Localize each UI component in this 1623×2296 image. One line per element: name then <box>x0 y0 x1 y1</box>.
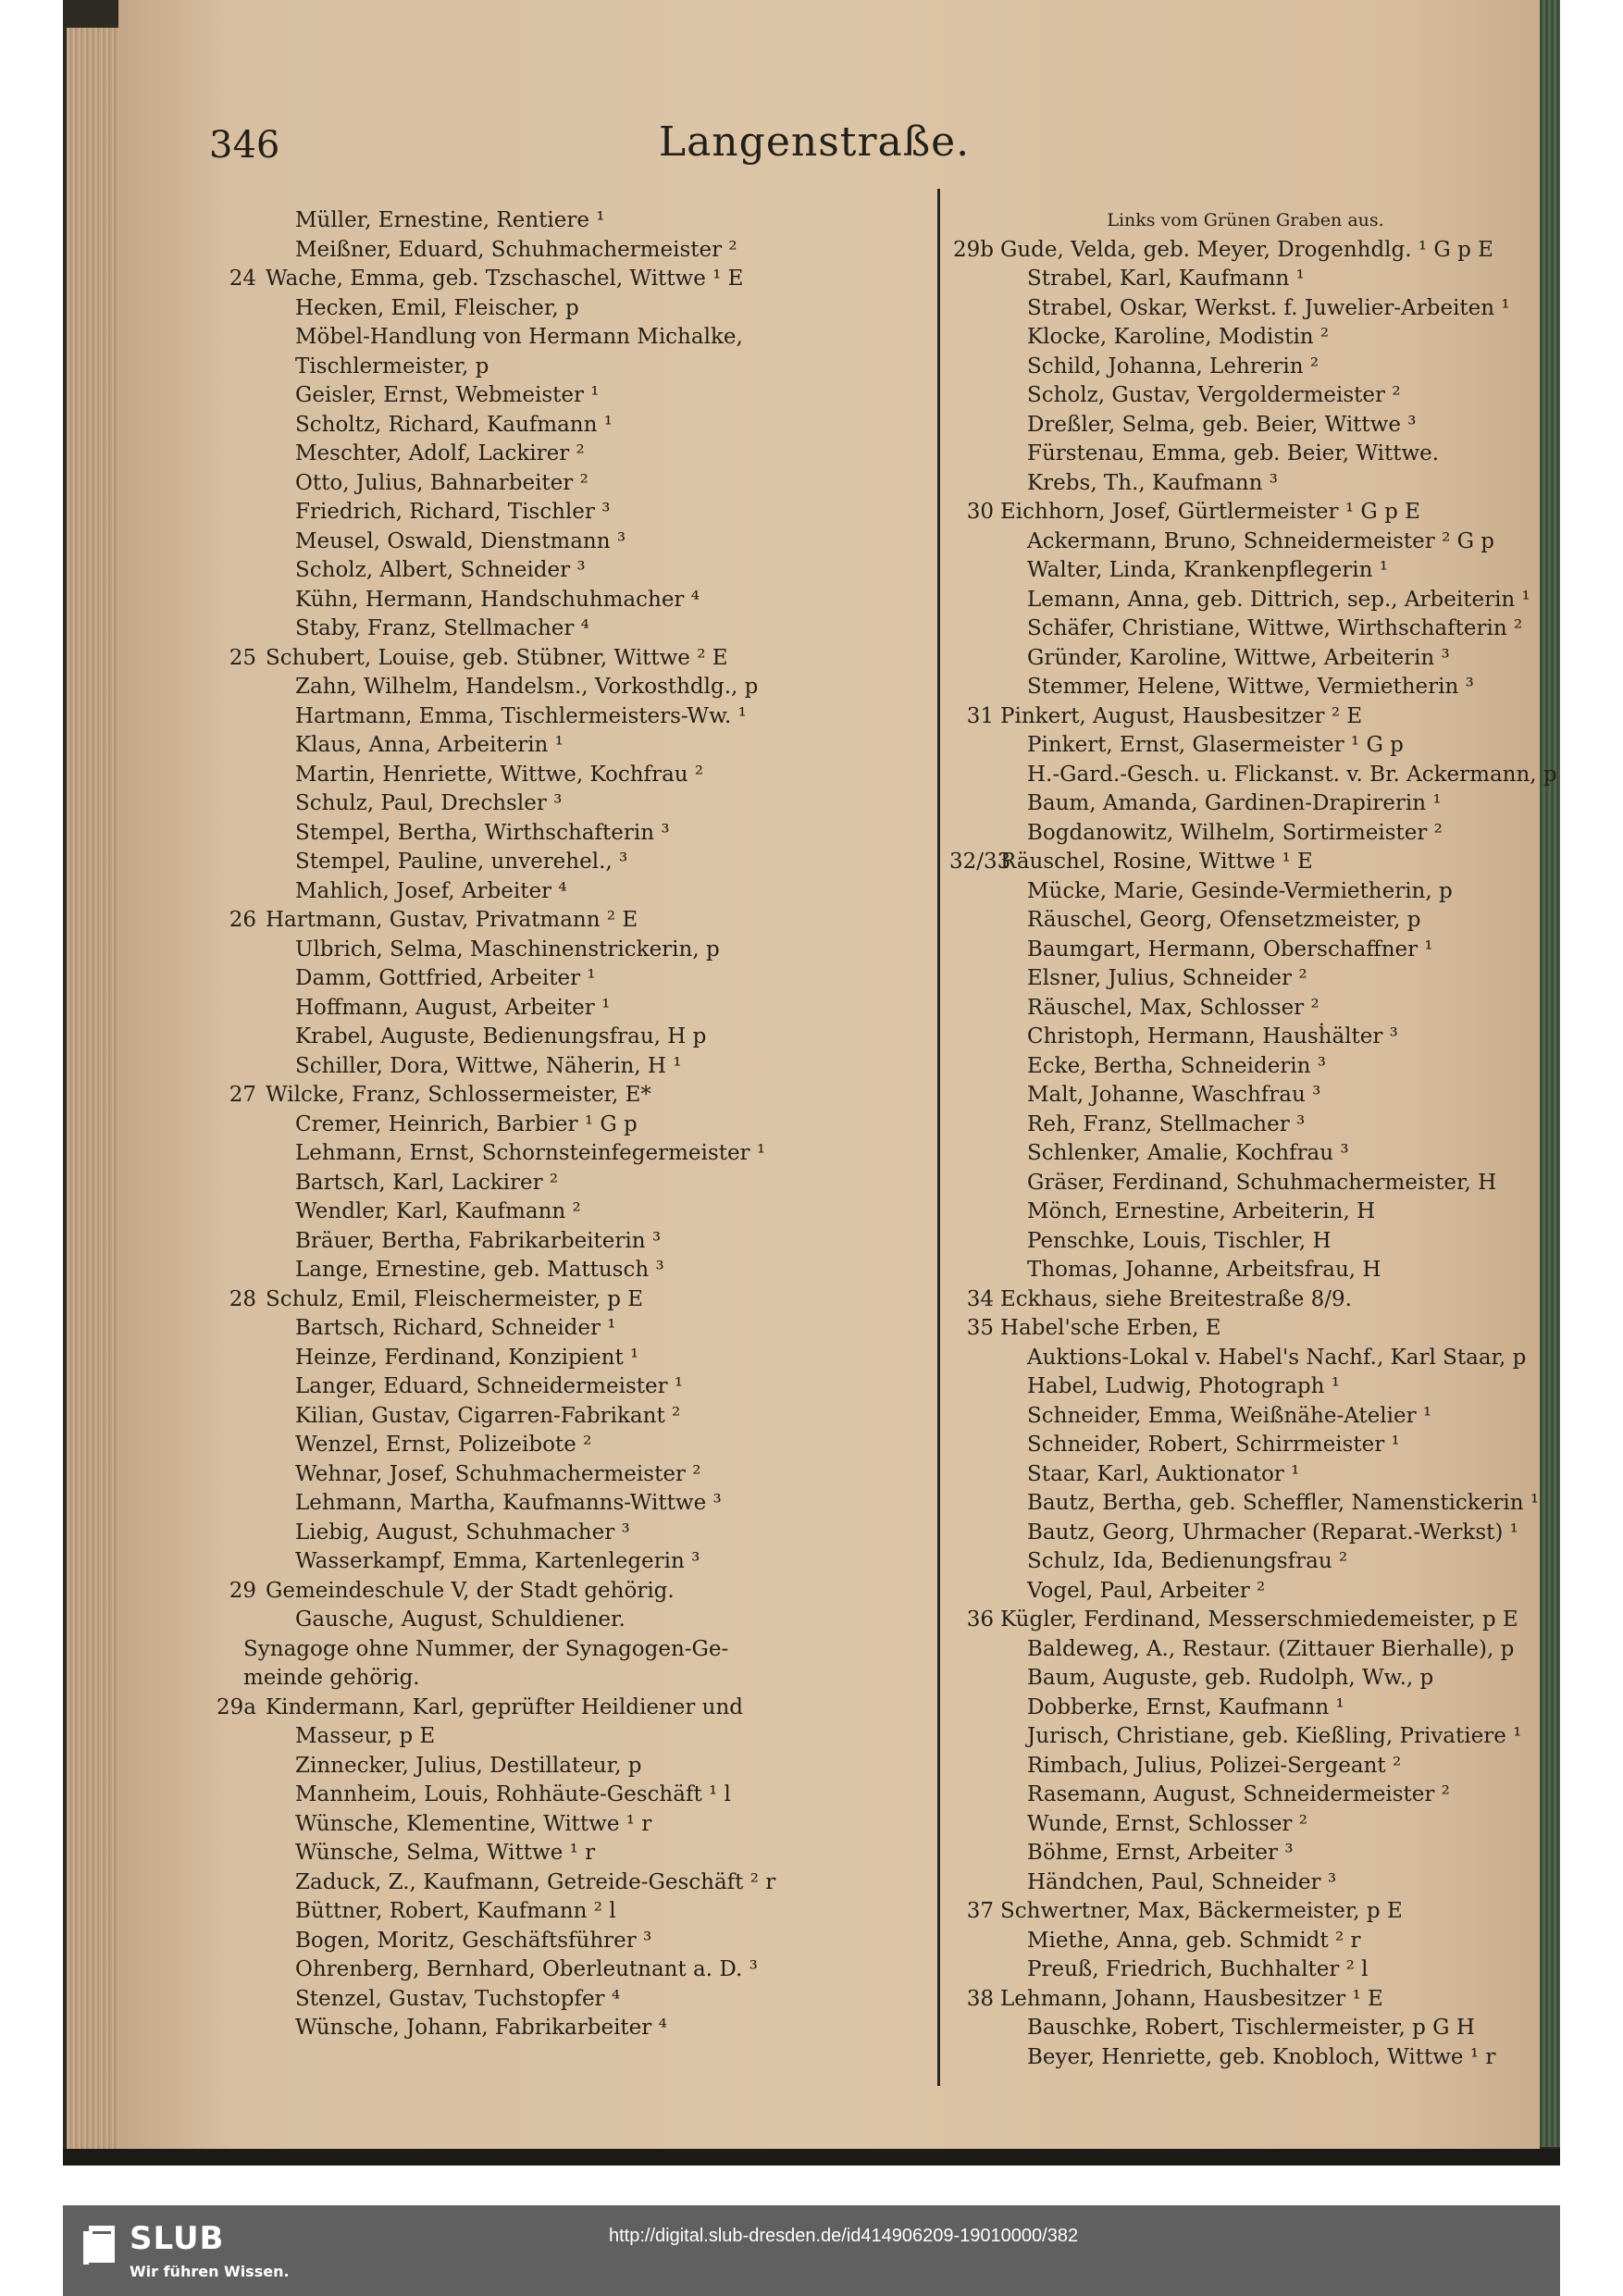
entry-text: Gausche, August, Schuldiener. <box>295 1607 626 1632</box>
entry-text: Auktions-Lokal v. Habel's Nachf., Karl Staar, p <box>1027 1345 1527 1370</box>
house-number: 29a <box>217 1694 256 1719</box>
directory-entry <box>199 2014 930 2043</box>
directory-entry <box>199 353 930 382</box>
directory-entry <box>949 1781 1542 1810</box>
directory-entry <box>949 1606 1542 1635</box>
book-bottom-edge <box>63 2149 1560 2166</box>
entry-text: Gude, Velda, geb. Meyer, Drogenhdlg. ¹ G p E <box>1000 237 1493 262</box>
entry-text: Schulz, Emil, Fleischermeister, p E <box>266 1286 644 1311</box>
directory-entry <box>949 1081 1542 1111</box>
entry-text: Baumgart, Hermann, Oberschaffner ¹ <box>1027 937 1433 962</box>
entry-text: Pinkert, Ernst, Glasermeister ¹ G p <box>1027 733 1404 757</box>
directory-entry <box>199 877 930 907</box>
entry-text: Christoph, Hermann, Hausḣälter ³ <box>1027 1024 1398 1049</box>
entry-text: Hecken, Emil, Fleischer, p <box>295 295 579 320</box>
entry-text: Meißner, Eduard, Schuhmachermeister ² <box>295 237 737 262</box>
directory-entry <box>949 1635 1542 1665</box>
directory-entry <box>949 964 1542 994</box>
entry-text: Schneider, Emma, Weißnähe-Atelier ¹ <box>1027 1403 1432 1428</box>
directory-entry <box>949 498 1542 527</box>
entry-text: Lehmann, Ernst, Schornsteinfegermeister ¹ <box>295 1141 766 1165</box>
entry-text: Liebig, August, Schuhmacher ³ <box>295 1520 630 1545</box>
directory-entry <box>949 848 1542 877</box>
house-number: 32/33 <box>949 850 1011 874</box>
page-number: 346 <box>209 124 280 167</box>
directory-entry <box>199 1606 930 1635</box>
entry-text: Lange, Ernestine, geb. Mattusch ³ <box>295 1258 664 1282</box>
entry-text: Lemann, Anna, geb. Dittrich, sep., Arbeiterin ¹ <box>1027 587 1530 612</box>
entry-text: Staby, Franz, Stellmacher ⁴ <box>295 616 589 640</box>
entry-text: Schild, Johanna, Lehrerin ² <box>1027 354 1319 379</box>
right-column <box>949 206 1557 2072</box>
directory-entry <box>199 614 930 644</box>
entry-text: Gründer, Karoline, Wittwe, Arbeiterin ³ <box>1027 645 1450 670</box>
directory-entry <box>199 1169 930 1198</box>
directory-entry <box>949 1431 1542 1460</box>
directory-entry <box>199 702 930 732</box>
directory-entry <box>949 1227 1542 1257</box>
directory-entry <box>949 1519 1542 1548</box>
entry-text: Scholz, Gustav, Vergoldermeister ² <box>1027 383 1401 407</box>
entry-text: Schneider, Robert, Schirrmeister ¹ <box>1027 1433 1400 1457</box>
entry-text: Wilcke, Franz, Schlossermeister, E* <box>266 1083 651 1107</box>
entry-text: Stenzel, Gustav, Tuchstopfer ⁴ <box>295 1986 621 2011</box>
house-number: 31 <box>966 703 994 728</box>
directory-entry <box>199 498 930 527</box>
directory-entry <box>199 906 930 936</box>
entry-text: Schubert, Louise, geb. Stübner, Wittwe ² E <box>266 645 728 670</box>
directory-entry <box>199 1344 930 1373</box>
directory-entry <box>949 1460 1542 1490</box>
entry-text: Otto, Julius, Bahnarbeiter ² <box>295 470 588 495</box>
directory-entry <box>199 411 930 441</box>
entry-text: Tischlermeister, p <box>295 354 489 379</box>
entry-text: Rimbach, Julius, Polizei-Sergeant ² <box>1027 1753 1402 1778</box>
entry-text: Ulbrich, Selma, Maschinenstrickerin, p <box>295 937 720 962</box>
logo-name: SLUB <box>130 2220 225 2257</box>
directory-entry <box>949 527 1542 557</box>
entry-text: Lehmann, Johann, Hausbesitzer ¹ E <box>1000 1986 1383 2011</box>
directory-entry <box>199 1839 930 1868</box>
entry-text: Büttner, Robert, Kaufmann ² l <box>295 1899 616 1923</box>
directory-entry <box>949 1897 1542 1927</box>
entry-text: Krebs, Th., Kaufmann ³ <box>1027 470 1278 495</box>
page-stack-edges <box>67 28 118 2156</box>
directory-entry <box>949 1927 1542 1956</box>
entry-text: Fürstenau, Emma, geb. Beier, Wittwe. <box>1027 441 1440 465</box>
directory-entry <box>949 614 1542 644</box>
directory-entry <box>199 936 930 965</box>
entry-text: Elsner, Julius, Schneider ² <box>1027 966 1307 990</box>
directory-entry <box>199 1023 930 1052</box>
entry-text: Links vom Grünen Graben aus. <box>1107 210 1384 230</box>
entry-text: Gräser, Ferdinand, Schuhmachermeister, H <box>1027 1170 1497 1195</box>
directory-entry <box>949 936 1542 965</box>
directory-entry <box>949 1489 1542 1519</box>
entry-text: Baum, Auguste, geb. Rudolph, Ww., p <box>1027 1666 1434 1690</box>
directory-entry <box>949 906 1542 936</box>
entry-text: Strabel, Oskar, Werkst. f. Juwelier-Arbeiten ¹ <box>1027 295 1510 320</box>
entry-text: Martin, Henriette, Wittwe, Kochfrau ² <box>295 762 704 787</box>
directory-entry <box>949 994 1542 1024</box>
directory-entry <box>199 556 930 586</box>
directory-entry <box>949 1810 1542 1840</box>
entry-text: Kindermann, Karl, geprüfter Heildiener und <box>266 1694 744 1719</box>
column-divider <box>937 189 940 2086</box>
directory-entry <box>949 673 1542 702</box>
directory-entry <box>949 761 1557 790</box>
running-head: Langenstraße. <box>658 118 971 166</box>
entry-text: Preuß, Friedrich, Buchhalter ² l <box>1027 1957 1369 1981</box>
entry-text: Walter, Linda, Krankenpflegerin ¹ <box>1027 558 1388 582</box>
directory-entry <box>199 1635 930 1665</box>
directory-entry <box>199 1111 930 1140</box>
entry-text: Dreßler, Selma, geb. Beier, Wittwe ³ <box>1027 412 1417 437</box>
directory-entry <box>199 1285 930 1315</box>
house-number: 38 <box>966 1986 994 2011</box>
directory-entry <box>949 586 1542 615</box>
entry-text: Mücke, Marie, Gesinde-Vermietherin, p <box>1027 878 1453 903</box>
entry-text: Zinnecker, Julius, Destillateur, p <box>295 1753 642 1778</box>
directory-entry <box>199 1927 930 1956</box>
entry-text: Krabel, Auguste, Bedienungsfrau, H p <box>295 1024 707 1049</box>
entry-text: Pinkert, August, Hausbesitzer ² E <box>1000 703 1363 728</box>
entry-text: Beyer, Henriette, geb. Knobloch, Wittwe ¹ r <box>1027 2044 1496 2069</box>
entry-text: Schulz, Ida, Bedienungsfrau ² <box>1027 1549 1348 1573</box>
entry-text: Penschke, Louis, Tischler, H <box>1027 1228 1332 1253</box>
directory-entry <box>949 1664 1542 1694</box>
entry-text: Schiller, Dora, Wittwe, Näherin, H ¹ <box>295 1053 682 1078</box>
directory-entry <box>199 381 930 411</box>
directory-entry <box>199 1752 930 1781</box>
directory-entry <box>199 469 930 499</box>
directory-entry <box>199 1198 930 1227</box>
entry-text: Schwertner, Max, Bäckermeister, p E <box>1000 1899 1403 1923</box>
directory-entry <box>199 294 930 324</box>
house-number: 30 <box>966 500 994 524</box>
house-number: 26 <box>229 908 256 932</box>
directory-entry <box>199 1519 930 1548</box>
entry-text: Bogen, Moritz, Geschäftsführer ³ <box>295 1928 652 1953</box>
directory-entry <box>949 1868 1542 1898</box>
directory-entry <box>199 236 930 266</box>
house-number: 27 <box>229 1083 256 1107</box>
directory-entry <box>199 1985 930 2015</box>
source-url-link[interactable]: http://digital.slub-dresden.de/id414906209-19010000/382 <box>609 2226 1079 2246</box>
directory-entry <box>199 819 930 849</box>
entry-text: Bartsch, Karl, Lackirer ² <box>295 1170 559 1195</box>
entry-text: Bartsch, Richard, Schneider ¹ <box>295 1316 616 1340</box>
directory-entry <box>199 673 930 702</box>
entry-text: Müller, Ernestine, Rentiere ¹ <box>295 208 605 232</box>
directory-entry <box>199 1664 930 1694</box>
house-number: 29 <box>229 1578 256 1603</box>
entry-text: Wehnar, Josef, Schuhmachermeister ² <box>295 1461 701 1486</box>
entry-text: Stempel, Pauline, unverehel., ³ <box>295 850 628 874</box>
directory-entry <box>199 1052 930 1082</box>
directory-entry <box>949 1285 1542 1315</box>
directory-entry <box>949 294 1542 324</box>
entry-text: Wünsche, Selma, Wittwe ¹ r <box>295 1841 596 1865</box>
entry-text: Masseur, p E <box>295 1724 436 1748</box>
entry-text: Meusel, Oswald, Dienstmann ³ <box>295 528 626 553</box>
directory-entry <box>949 1985 1542 2015</box>
entry-text: Wunde, Ernst, Schlosser ² <box>1027 1811 1307 1836</box>
directory-entry <box>949 1372 1542 1402</box>
directory-entry <box>949 1547 1542 1577</box>
directory-entry <box>199 1372 930 1402</box>
entry-text: Dobberke, Ernst, Kaufmann ¹ <box>1027 1694 1344 1719</box>
entry-text: Habel'sche Erben, E <box>1000 1316 1221 1340</box>
entry-text: Geisler, Ernst, Webmeister ¹ <box>295 383 600 407</box>
entry-text: Reh, Franz, Stellmacher ³ <box>1027 1111 1306 1136</box>
entry-text: Bautz, Bertha, geb. Scheffler, Namenstickerin ¹ <box>1027 1491 1540 1515</box>
house-number: 25 <box>229 645 256 670</box>
directory-entry <box>199 1868 930 1898</box>
house-number: 36 <box>966 1607 994 1632</box>
directory-entry <box>949 1314 1542 1344</box>
entry-text: Räuschel, Max, Schlosser ² <box>1027 995 1319 1020</box>
house-number: 37 <box>966 1899 994 1923</box>
directory-entry <box>949 877 1542 907</box>
directory-entry <box>199 265 930 294</box>
entry-text: Scholz, Albert, Schneider ³ <box>295 558 586 582</box>
entry-text: Eckhaus, siehe Breitestraße 8/9. <box>1000 1286 1352 1311</box>
entry-text: Miethe, Anna, geb. Schmidt ² r <box>1027 1928 1361 1953</box>
entry-text: Thomas, Johanne, Arbeitsfrau, H <box>1027 1258 1381 1282</box>
directory-entry <box>949 2014 1542 2043</box>
directory-entry <box>199 964 930 994</box>
slub-logo[interactable] <box>72 2216 350 2290</box>
directory-entry <box>199 1694 930 1723</box>
directory-entry <box>199 1781 930 1810</box>
directory-entry <box>199 1314 930 1344</box>
entry-text: meinde gehörig. <box>243 1666 420 1690</box>
entry-text: Kügler, Ferdinand, Messerschmiedemeister, p E <box>1000 1607 1518 1632</box>
entry-text: Bräuer, Bertha, Fabrikarbeiterin ³ <box>295 1228 662 1253</box>
directory-entry <box>949 556 1542 586</box>
section-heading <box>949 206 1542 236</box>
entry-text: Habel, Ludwig, Photograph ¹ <box>1027 1374 1341 1398</box>
entry-text: Gemeindeschule V, der Stadt gehörig. <box>266 1578 675 1603</box>
entry-text: Staar, Karl, Auktionator ¹ <box>1027 1461 1300 1486</box>
directory-entry <box>949 1752 1542 1781</box>
directory-entry <box>199 1547 930 1577</box>
entry-text: Schulz, Paul, Drechsler ³ <box>295 791 563 815</box>
directory-entry <box>949 236 1542 266</box>
entry-text: Langer, Eduard, Schneidermeister ¹ <box>295 1374 684 1398</box>
directory-entry <box>949 411 1542 441</box>
directory-entry <box>949 1839 1542 1868</box>
directory-entry <box>199 586 930 615</box>
entry-text: Kühn, Hermann, Handschuhmacher ⁴ <box>295 587 700 612</box>
entry-text: Lehmann, Martha, Kaufmanns-Wittwe ³ <box>295 1491 722 1515</box>
directory-entry <box>949 1577 1542 1607</box>
directory-entry <box>949 1169 1542 1198</box>
entry-text: Stemmer, Helene, Wittwe, Vermietherin ³ <box>1027 675 1474 699</box>
directory-entry <box>199 994 930 1024</box>
logo-tagline: Wir führen Wissen. <box>130 2263 290 2280</box>
directory-entry <box>199 323 930 353</box>
entry-text: Baldeweg, A., Restaur. (Zittauer Bierhalle), p <box>1027 1636 1515 1661</box>
directory-entry <box>949 702 1542 732</box>
left-column <box>199 206 930 2043</box>
directory-entry <box>949 819 1542 849</box>
entry-text: Bogdanowitz, Wilhelm, Sortirmeister ² <box>1027 820 1443 845</box>
entry-text: Klaus, Anna, Arbeiterin ¹ <box>295 733 564 757</box>
entry-text: Räuschel, Georg, Ofensetzmeister, p <box>1027 908 1421 932</box>
entry-text: Möbel-Handlung von Hermann Michalke, <box>295 325 743 349</box>
directory-entry <box>949 1139 1542 1169</box>
directory-entry <box>949 1402 1542 1432</box>
directory-entry <box>949 2043 1542 2073</box>
directory-entry <box>949 1722 1542 1752</box>
entry-text: Scholtz, Richard, Kaufmann ¹ <box>295 412 613 437</box>
entry-text: Hartmann, Emma, Tischlermeisters-Ww. ¹ <box>295 703 747 728</box>
entry-text: Damm, Gottfried, Arbeiter ¹ <box>295 966 596 990</box>
entry-text: Mahlich, Josef, Arbeiter ⁴ <box>295 878 567 903</box>
house-number: 34 <box>966 1286 994 1311</box>
entry-text: Meschter, Adolf, Lackirer ² <box>295 441 585 465</box>
entry-text: Synagoge ohne Nummer, der Synagogen-Ge- <box>243 1636 729 1661</box>
entry-text: Ecke, Bertha, Schneiderin ³ <box>1027 1053 1326 1078</box>
directory-entry <box>949 469 1542 499</box>
entry-text: Klocke, Karoline, Modistin ² <box>1027 325 1330 349</box>
entry-text: Rasemann, August, Schneidermeister ² <box>1027 1782 1450 1806</box>
directory-entry <box>949 323 1542 353</box>
directory-entry <box>199 527 930 557</box>
entry-text: Jurisch, Christiane, geb. Kießling, Privatiere ¹ <box>1027 1724 1522 1748</box>
entry-text: Mönch, Ernestine, Arbeiterin, H <box>1027 1199 1376 1223</box>
entry-text: Ohrenberg, Bernhard, Oberleutnant a. D. ³ <box>295 1957 758 1981</box>
directory-entry <box>199 644 930 674</box>
entry-text: Wasserkampf, Emma, Kartenlegerin ³ <box>295 1549 700 1573</box>
entry-text: Vogel, Paul, Arbeiter ² <box>1027 1578 1266 1603</box>
directory-entry <box>949 381 1542 411</box>
directory-entry <box>199 1081 930 1111</box>
directory-entry <box>199 440 930 469</box>
entry-text: Malt, Johanne, Waschfrau ³ <box>1027 1083 1321 1107</box>
entry-text: Kilian, Gustav, Cigarren-Fabrikant ² <box>295 1403 681 1428</box>
directory-entry <box>949 1955 1542 1985</box>
directory-entry <box>199 1489 930 1519</box>
directory-entry <box>949 731 1542 761</box>
entry-text: Schäfer, Christiane, Wittwe, Wirthschafterin ² <box>1027 616 1523 640</box>
directory-entry <box>199 1577 930 1607</box>
entry-text: Friedrich, Richard, Tischler ³ <box>295 500 611 524</box>
entry-text: Wünsche, Johann, Fabrikarbeiter ⁴ <box>295 2016 667 2040</box>
directory-entry <box>949 265 1542 294</box>
entry-text: Stempel, Bertha, Wirthschafterin ³ <box>295 820 670 845</box>
book-logo-icon <box>80 2222 122 2268</box>
directory-entry <box>949 1256 1542 1285</box>
entry-text: Zaduck, Z., Kaufmann, Getreide-Geschäft ² r <box>295 1869 776 1894</box>
directory-entry <box>949 1052 1542 1082</box>
directory-entry <box>199 1139 930 1169</box>
directory-entry <box>199 206 930 236</box>
entry-text: Ackermann, Bruno, Schneidermeister ² G p <box>1027 528 1495 553</box>
entry-text: Wenzel, Ernst, Polizeibote ² <box>295 1433 592 1457</box>
directory-entry <box>199 848 930 877</box>
directory-entry <box>199 1810 930 1840</box>
entry-text: Heinze, Ferdinand, Konzipient ¹ <box>295 1345 639 1370</box>
directory-entry <box>949 440 1542 469</box>
directory-entry <box>949 789 1542 819</box>
entry-text: Böhme, Ernst, Arbeiter ³ <box>1027 1841 1294 1865</box>
directory-entry <box>199 1897 930 1927</box>
directory-entry <box>949 1198 1542 1227</box>
house-number: 28 <box>229 1286 256 1311</box>
directory-entry <box>199 1431 930 1460</box>
entry-text: Mannheim, Louis, Rohhäute-Geschäft ¹ l <box>295 1782 731 1806</box>
directory-entry <box>199 1227 930 1257</box>
entry-text: Schlenker, Amalie, Kochfrau ³ <box>1027 1141 1349 1165</box>
entry-text: Räuschel, Rosine, Wittwe ¹ E <box>1000 850 1313 874</box>
directory-entry <box>949 1111 1542 1140</box>
house-number: 24 <box>229 267 256 291</box>
entry-text: Strabel, Karl, Kaufmann ¹ <box>1027 267 1305 291</box>
entry-text: Bauschke, Robert, Tischlermeister, p G H <box>1027 2016 1475 2040</box>
directory-entry <box>949 1344 1542 1373</box>
directory-entry <box>199 1402 930 1432</box>
directory-entry <box>199 1722 930 1752</box>
entry-text: Händchen, Paul, Schneider ³ <box>1027 1869 1337 1894</box>
entry-text: Zahn, Wilhelm, Handelsm., Vorkosthdlg., p <box>295 675 759 699</box>
directory-entry <box>199 761 930 790</box>
directory-entry <box>199 1955 930 1985</box>
directory-entry <box>199 731 930 761</box>
directory-entry <box>199 1460 930 1490</box>
entry-text: Wünsche, Klementine, Wittwe ¹ r <box>295 1811 652 1836</box>
directory-entry <box>199 789 930 819</box>
viewer-footer-bar <box>63 2205 1560 2296</box>
entry-text: Baum, Amanda, Gardinen-Drapirerin ¹ <box>1027 791 1442 815</box>
entry-text: Hartmann, Gustav, Privatmann ² E <box>266 908 638 932</box>
house-number: 29b <box>953 237 994 262</box>
entry-text: H.-Gard.-Gesch. u. Flickanst. v. Br. Ackermann, p <box>1027 762 1557 787</box>
entry-text: Hoffmann, August, Arbeiter ¹ <box>295 995 611 1020</box>
directory-entry <box>949 644 1542 674</box>
house-number: 35 <box>966 1316 994 1340</box>
directory-entry <box>199 1256 930 1285</box>
entry-text: Cremer, Heinrich, Barbier ¹ G p <box>295 1111 638 1136</box>
entry-text: Eichhorn, Josef, Gürtlermeister ¹ G p E <box>1000 500 1420 524</box>
directory-entry <box>949 1694 1542 1723</box>
directory-entry <box>949 353 1542 382</box>
entry-text: Wache, Emma, geb. Tzschaschel, Wittwe ¹ E <box>266 267 744 291</box>
directory-entry <box>949 1023 1542 1052</box>
entry-text: Wendler, Karl, Kaufmann ² <box>295 1199 581 1223</box>
entry-text: Bautz, Georg, Uhrmacher (Reparat.-Werkst) ¹ <box>1027 1520 1518 1545</box>
